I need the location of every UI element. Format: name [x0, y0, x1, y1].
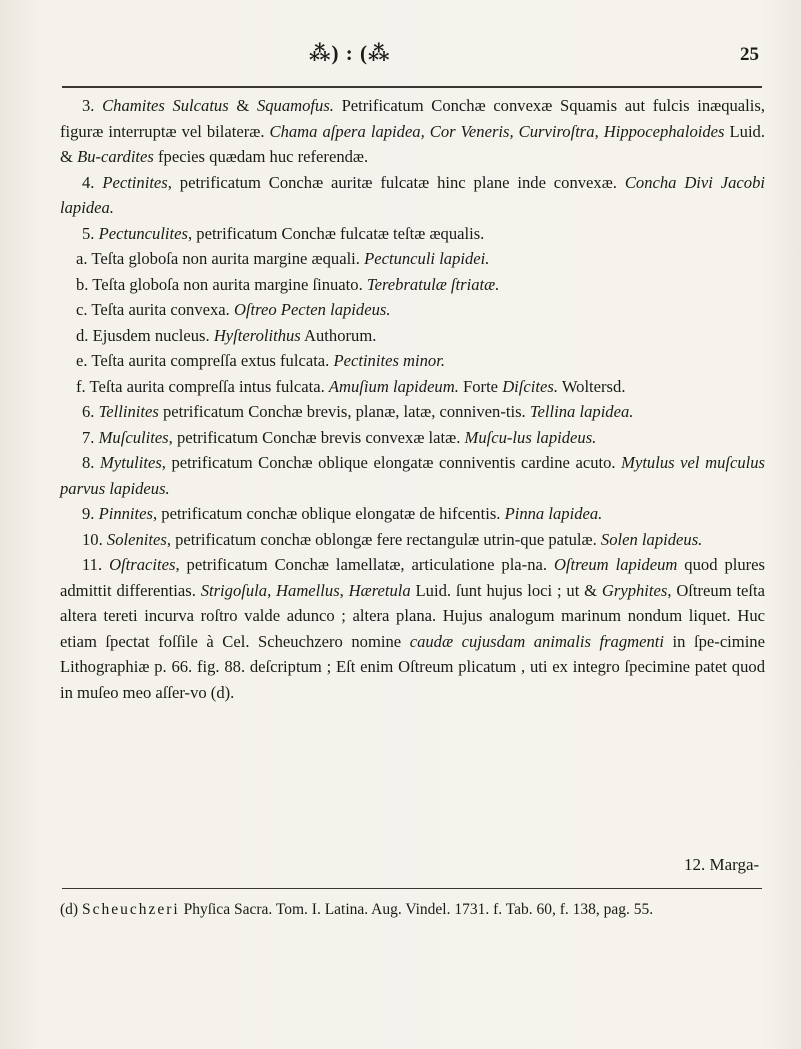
- subitem-d: d. Ejusdem nucleus. Hyſterolithus Authorum.: [76, 325, 377, 345]
- entry-3: 3. Chamites Sulcatus & Squamofus. Petrificatum Conchæ convexæ Squamis aut fulcis inæqualis, figuræ interruptæ vel bilateræ. Chama aſpera lapidea, Cor Veneris, Curviroſtra, Hippocephaloides Luid. & Bu-cardites fpecies quædam huc referendæ.: [60, 96, 765, 166]
- catchword: 12. Marga-: [684, 855, 760, 874]
- entry-6: 6. Tellinites petrificatum Conchæ brevis, planæ, latæ, conniven-tis. Tellina lapidea.: [82, 402, 634, 421]
- page-number: 25: [740, 44, 759, 65]
- footnote: (d) Scheuchzeri Phyſica Sacra. Tom. I. Latina. Aug. Vindel. 1731. f. Tab. 60, f. 138, pag. 55.: [60, 901, 654, 918]
- header-rule: [62, 86, 762, 88]
- entry-9: 9. Pinnites, petrificatum conchæ oblique elongatæ de hifcentis. Pinna lapidea.: [82, 504, 603, 523]
- page-body: [60, 93, 765, 705]
- subitem-a: a. Teſta globoſa non aurita margine æquali. Pectunculi lapidei.: [76, 249, 490, 268]
- entry-8: 8. Mytulites, petrificatum Conchæ oblique elongatæ conniventis cardine acuto. Mytulus vel muſculus parvus lapideus.: [60, 453, 765, 498]
- subitem-e: e. Teſta aurita compreſſa extus fulcata. Pectinites minor.: [76, 351, 445, 370]
- entry-10: 10. Solenites, petrificatum conchæ oblongæ fere rectangulæ utrin-que patulæ. Solen lapideus.: [82, 529, 703, 549]
- entry-5: 5. Pectunculites, petrificatum Conchæ fulcatæ teſtæ æqualis.: [82, 223, 485, 243]
- footnote-rule: [62, 888, 762, 889]
- entry-7: 7. Muſculites, petrificatum Conchæ brevis convexæ latæ. Muſcu-lus lapideus.: [82, 427, 597, 447]
- subitem-b: b. Teſta globoſa non aurita margine ſinuato. Terebratulæ ſtriatæ.: [76, 274, 500, 294]
- subitem-f: f. Teſta aurita compreſſa intus fulcata. Amuſium lapideum. Forte Diſcites. Woltersd.: [76, 376, 626, 396]
- entry-11: 11. Oſtracites, petrificatum Conchæ lamellatæ, articulatione pla-na. Oſtreum lapideum quod plures admittit differentias. Strigoſula, Hamellus, Hæretula Luid. ſunt hujus loci ; ut & Gryphites, Oſtreum teſta altera tereti incurva roſtro valde adunco ; altera plana. Hujus analogum marinum nondum liquet. Huc etiam ſpectat foſſile à Cel. Scheuchzero nomine caudæ cujusdam animalis fragmenti in ſpe-cimine Lithographiæ p. 66. fig. 88. deſcriptum ; Eſt enim Oſtreum plicatum , uti ex integro ſpecimine patet quod in muſeo meo aſſer-vo (d).: [60, 555, 766, 702]
- subitem-c: c. Teſta aurita convexa. Oſtreo Pecten lapideus.: [76, 300, 391, 319]
- header-ornament: ⁂) : (⁂: [309, 41, 391, 65]
- page-header: [0, 40, 801, 80]
- entry-4: 4. Pectinites, petrificatum Conchæ auritæ fulcatæ hinc plane inde convexæ. Concha Divi Jacobi lapidea.: [60, 172, 766, 217]
